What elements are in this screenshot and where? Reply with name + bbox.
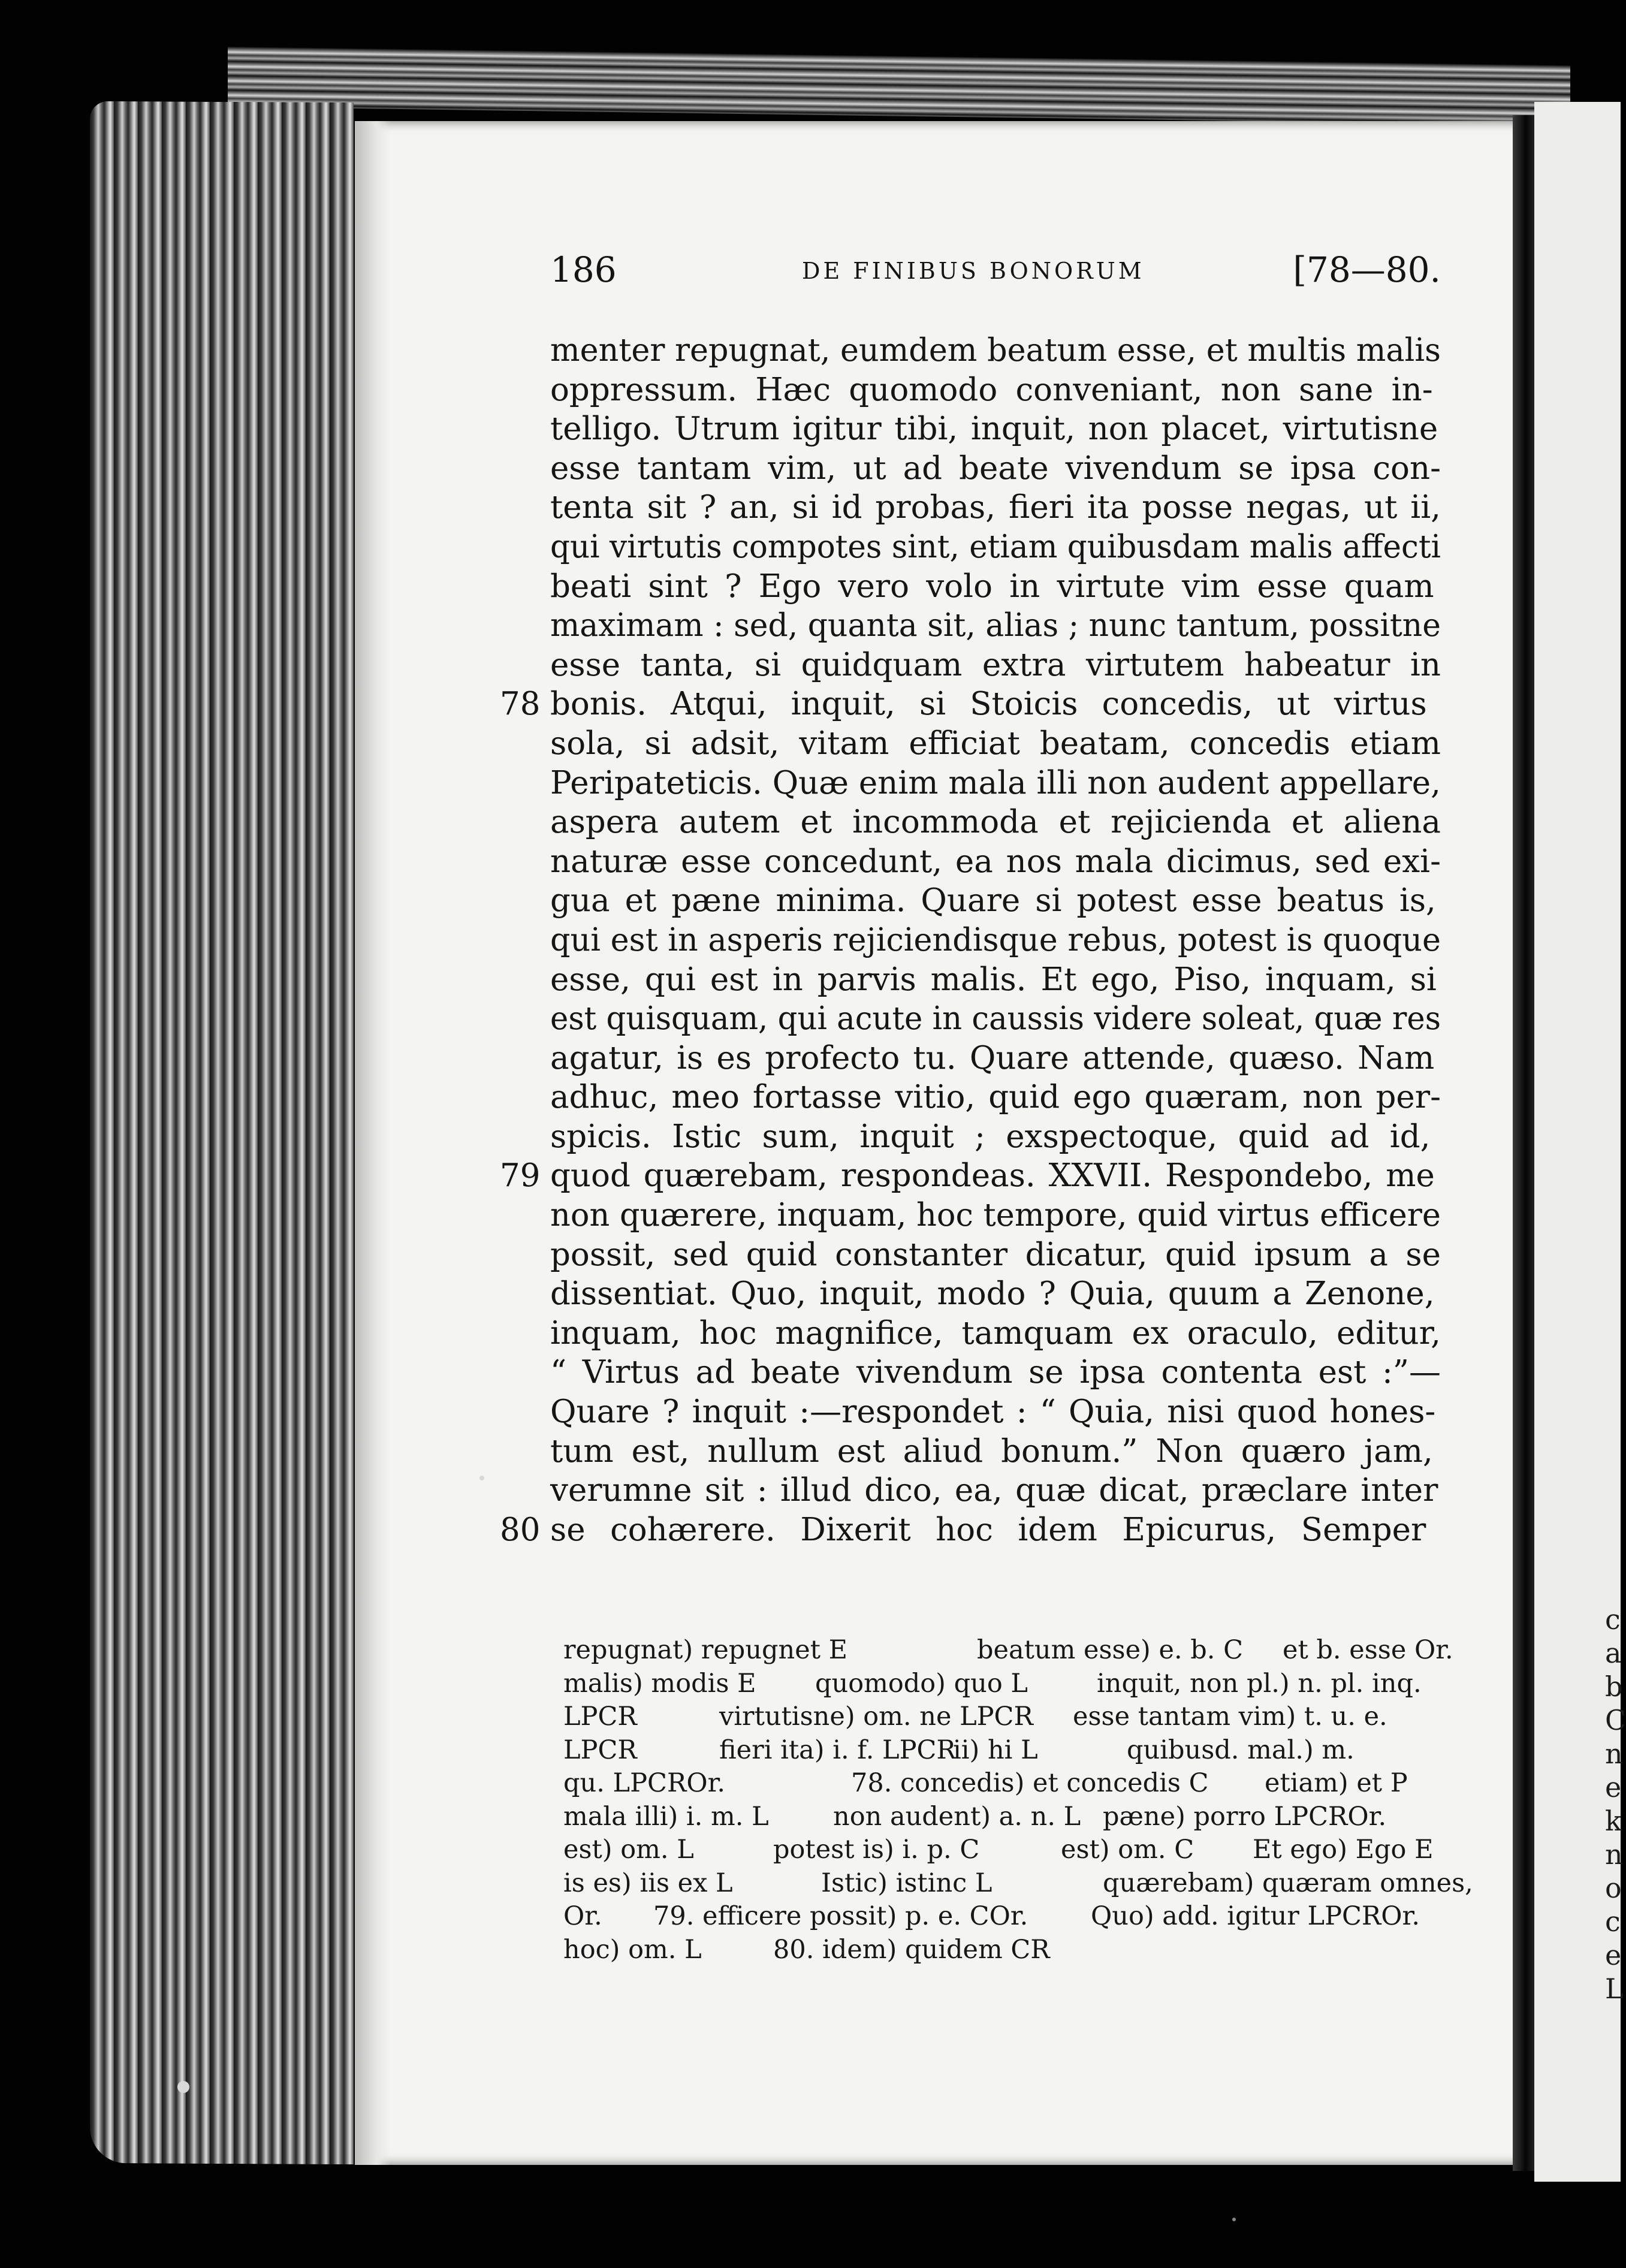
line-text: inquam, hoc magnifice, tamquam ex oraculo, editur, (550, 1314, 1441, 1352)
line-text: Quare ? inquit :—respondet : “ Quia, nisi quod hones- (550, 1394, 1436, 1431)
footnote-entry: 80. idem) quidem CR (773, 1934, 1050, 1965)
footnote-line (563, 1667, 1459, 1701)
footnotes (563, 1634, 1473, 1967)
text-line (550, 488, 1441, 527)
text-line (550, 1432, 1441, 1471)
text-line (550, 881, 1441, 921)
footnote-line (563, 1867, 1473, 1901)
line-text: est quisquam, qui acute in caussis videre soleat, quæ res (550, 1000, 1441, 1038)
text-line (550, 1196, 1441, 1235)
facing-page-fragment: C (1605, 1704, 1626, 1736)
footnote-entry: fieri ita) i. f. LPCR (719, 1735, 956, 1765)
facing-page-fragment: e (1605, 1771, 1622, 1803)
dust-speck (177, 2081, 189, 2093)
text-line (550, 1392, 1441, 1432)
facing-page-fragment: c (1605, 1905, 1621, 1938)
section-number: 78 (500, 686, 541, 723)
footnote-entry: Istic) istinc L (821, 1868, 993, 1898)
line-text: tenta sit ? an, si id probas, fieri ita posse negas, ut ii, (550, 489, 1441, 526)
text-line (550, 646, 1441, 685)
footnote-line (563, 1700, 1459, 1734)
footnote-entry: virtutisne) om. ne LPCR (719, 1702, 1033, 1732)
footnote-line (563, 1734, 1459, 1768)
footnote-entry: Quo) add. igitur LPCROr. (1091, 1901, 1420, 1931)
line-text: beati sint ? Ego vero volo in virtute vim esse quam (550, 568, 1434, 605)
text-line (550, 803, 1441, 842)
line-text: se cohærere. Dixerit hoc idem Epicurus, Semper (550, 1511, 1426, 1548)
book-spine-shadow (1513, 115, 1534, 2171)
footnote-entry: quomodo) quo L (815, 1668, 1028, 1699)
footnote-entry: is es) iis ex L (563, 1868, 733, 1898)
text-line (550, 842, 1441, 882)
footnote-entry: beatum esse) e. b. C (977, 1635, 1244, 1665)
text-line (550, 567, 1441, 607)
text-line (550, 370, 1441, 410)
footnote-line (563, 1900, 1459, 1934)
line-text: qui virtutis compotes sint, etiam quibusdam malis affecti (550, 528, 1441, 565)
text-line (550, 921, 1441, 960)
footnote-entry: quærebam) quæram omnes, (1103, 1868, 1473, 1898)
facing-page-fragment: e (1605, 1939, 1622, 1971)
facing-page-fragment: c (1605, 1603, 1621, 1636)
line-text: Peripateticis. Quæ enim mala illi non audent appellare, (550, 764, 1441, 801)
text-line (500, 1156, 1441, 1196)
line-text: menter repugnat, eumdem beatum esse, et multis malis (550, 332, 1441, 369)
footnote-entry: inquit, non pl.) n. pl. inq. (1097, 1668, 1422, 1699)
text-line (550, 1274, 1441, 1314)
line-text: sola, si adsit, vitam efficiat beatam, concedis etiam (550, 725, 1441, 762)
text-line (550, 1117, 1441, 1157)
text-line (550, 331, 1441, 370)
line-text: non quærere, inquam, hoc tempore, quid virtus efficere (550, 1197, 1441, 1234)
facing-page-fragment: b (1605, 1670, 1623, 1703)
line-text: quod quærebam, respondeas. XXVII. Respondebo, me (550, 1157, 1435, 1195)
line-text: “ Virtus ad beate vivendum se ipsa contenta est :”— (550, 1354, 1441, 1391)
text-line (500, 1510, 1441, 1550)
footnote-entry: LPCR (563, 1735, 637, 1765)
footnote-entry: 78. concedis) et concedis C (851, 1768, 1209, 1798)
running-head (550, 249, 1441, 291)
line-text: bonis. Atqui, inquit, si Stoicis concedis, ut virtus (550, 686, 1427, 723)
line-text: telligo. Utrum igitur tibi, inquit, non placet, virtutisne (550, 411, 1438, 448)
text-line (550, 409, 1441, 449)
line-text: gua et pæne minima. Quare si potest esse beatus is, (550, 882, 1436, 919)
footnote-entry: hoc) om. L (563, 1934, 702, 1965)
footnote-line (563, 1634, 1459, 1667)
dust-speck (479, 1476, 484, 1480)
line-text: oppressum. Hæc quomodo conveniant, non sane in- (550, 371, 1433, 408)
footnote-entry: ii) hi L (953, 1735, 1038, 1765)
footnote-entry: potest is) i. p. C (773, 1835, 980, 1865)
line-text: adhuc, meo fortasse vitio, quid ego quæram, non per- (550, 1079, 1441, 1116)
text-line (550, 960, 1441, 1000)
footnote-entry: est) om. C (1061, 1835, 1194, 1865)
line-text: possit, sed quid constanter dicatur, quid ipsum a se (550, 1236, 1441, 1273)
facing-page-edge (1534, 102, 1626, 2182)
facing-page-fragment: n (1605, 1738, 1623, 1770)
dust-speck (1232, 2218, 1236, 2221)
facing-page-fragment: k (1605, 1805, 1622, 1837)
text-line (500, 684, 1441, 724)
footnote-entry: esse tantam vim) t. u. e. (1073, 1702, 1387, 1732)
text-line (550, 999, 1441, 1039)
line-text: verumne sit : illud dico, ea, quæ dicat, præclare inter (550, 1472, 1438, 1509)
footnote-entry: pæne) porro LPCROr. (1103, 1801, 1387, 1832)
section-number: 79 (500, 1157, 541, 1195)
text-line (550, 1078, 1441, 1117)
footnote-line (563, 1833, 1459, 1867)
footnote-entry: et b. esse Or. (1283, 1635, 1453, 1665)
line-text: qui est in asperis rejiciendisque rebus, potest is quoque (550, 921, 1441, 958)
facing-page-fragment: n (1605, 1838, 1623, 1871)
text-line (550, 527, 1441, 567)
footnote-entry: quibusd. mal.) m. (1127, 1735, 1355, 1765)
facing-page-fragment: o (1605, 1872, 1622, 1904)
line-text: agatur, is es profecto tu. Quare attende, quæso. Nam (550, 1039, 1435, 1076)
footnote-entry: 79. efficere possit) p. e. COr. (653, 1901, 1028, 1931)
footnote-entry: repugnat) repugnet E (563, 1635, 848, 1665)
page-gutter-shadow (355, 121, 391, 2165)
line-text: maximam : sed, quanta sit, alias ; nunc tantum, possitne (550, 607, 1441, 644)
footnote-entry: non audent) a. n. L (833, 1801, 1081, 1832)
text-line (550, 606, 1441, 646)
text-line (550, 1353, 1441, 1392)
page-number: 186 (550, 249, 617, 290)
footnote-entry: Or. (563, 1901, 602, 1931)
facing-page-fragment: a (1605, 1637, 1622, 1669)
running-title: DE FINIBUS BONORUM (802, 258, 1145, 284)
footnote-entry: mala illi) i. m. L (563, 1801, 769, 1832)
line-text: spicis. Istic sum, inquit ; exspectoque, quid ad id, (550, 1118, 1431, 1155)
line-text: esse, qui est in parvis malis. Et ego, Piso, inquam, si (550, 961, 1437, 998)
section-number: 80 (500, 1511, 541, 1548)
footnote-entry: etiam) et P (1265, 1768, 1408, 1798)
footnote-entry: est) om. L (563, 1835, 694, 1865)
text-line (550, 1039, 1441, 1078)
main-text (500, 331, 1441, 1549)
footnote-line (563, 1934, 1459, 1967)
line-text: naturæ esse concedunt, ea nos mala dicimus, sed exi- (550, 843, 1441, 880)
line-text: esse tanta, si quidquam extra virtutem habeatur in (550, 646, 1441, 683)
footnote-entry: malis) modis E (563, 1668, 756, 1699)
footnote-line (563, 1767, 1459, 1800)
text-line (550, 724, 1441, 764)
section-range: [78—80. (1293, 249, 1441, 290)
line-text: esse tantam vim, ut ad beate vivendum se ipsa con- (550, 450, 1441, 487)
text-line (550, 449, 1441, 488)
text-line (550, 764, 1441, 803)
footnote-entry: qu. LPCROr. (563, 1768, 726, 1798)
footnote-entry: LPCR (563, 1702, 637, 1732)
footnote-line (563, 1800, 1459, 1834)
book-page-edges (90, 101, 354, 2164)
text-line (550, 1235, 1441, 1275)
line-text: dissentiat. Quo, inquit, modo ? Quia, quum a Zenone, (550, 1275, 1435, 1313)
text-line (550, 1314, 1441, 1353)
facing-page-fragment: L (1605, 1973, 1624, 2005)
book-top-edge (228, 47, 1570, 125)
text-line (550, 1471, 1441, 1510)
line-text: aspera autem et incommoda et rejicienda et aliena (550, 804, 1441, 841)
footnote-entry: Et ego) Ego E (1253, 1835, 1434, 1865)
line-text: tum est, nullum est aliud bonum.” Non quæro jam, (550, 1432, 1433, 1470)
